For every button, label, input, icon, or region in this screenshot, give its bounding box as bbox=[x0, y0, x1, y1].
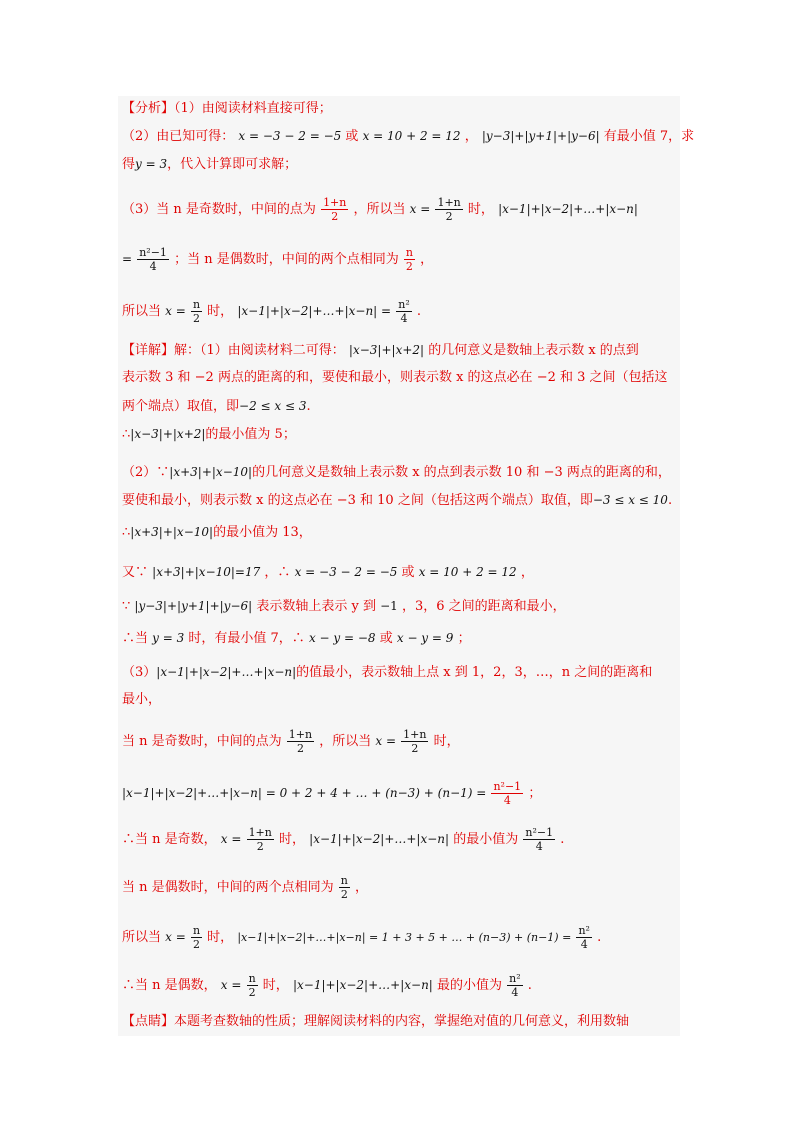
fraction bbox=[491, 780, 523, 807]
text: 得 bbox=[122, 157, 136, 172]
fraction bbox=[401, 728, 428, 755]
math: x = bbox=[165, 304, 186, 318]
comment-line-1 bbox=[122, 1012, 629, 1032]
fraction-num: 1+n bbox=[248, 826, 272, 839]
fraction-den: 4 bbox=[580, 938, 588, 951]
detail-line-6 bbox=[122, 490, 672, 511]
text: . bbox=[597, 930, 602, 945]
text: 的最小值为 13， bbox=[213, 525, 312, 540]
text: 时， bbox=[433, 734, 460, 749]
detail-line-15 bbox=[122, 826, 564, 853]
text: . bbox=[560, 832, 565, 847]
fraction-den: 4 bbox=[503, 794, 511, 807]
fraction-den: 2 bbox=[405, 260, 413, 273]
text: ， bbox=[355, 880, 369, 895]
text: 的最小值为 bbox=[453, 832, 519, 847]
text: （2）由已知可得： bbox=[122, 129, 235, 144]
math: x = bbox=[409, 202, 431, 216]
fraction-num: n²−1 bbox=[139, 246, 167, 259]
analysis-heading-text: 【分析】（1）由阅读材料直接可得； bbox=[122, 101, 332, 116]
fraction bbox=[321, 196, 348, 223]
text: 的几何意义是数轴上表示数 x 的点到表示数 10 和 −3 两点的距离的和， bbox=[252, 465, 671, 480]
text: 或 bbox=[345, 129, 359, 144]
fraction-num: n bbox=[192, 924, 201, 937]
detail-line-2 bbox=[122, 368, 668, 388]
fraction bbox=[435, 196, 462, 223]
fraction-den: 2 bbox=[445, 210, 453, 223]
math: |x−1|+|x−2|+…+|x−n| = 1 + 3 + 5 + … + (n−3) + (n−1) = bbox=[237, 931, 572, 944]
text: ∵ bbox=[122, 599, 131, 614]
analysis-line-3 bbox=[122, 154, 297, 175]
text: ∴当 bbox=[122, 631, 149, 646]
fraction bbox=[404, 246, 415, 273]
fraction-den: 4 bbox=[511, 986, 519, 999]
text: ，代入计算即可求解； bbox=[167, 157, 298, 172]
fraction-den: 2 bbox=[331, 210, 339, 223]
fraction-num: n² bbox=[578, 924, 590, 937]
text: . bbox=[667, 493, 673, 508]
text: 时， bbox=[207, 930, 234, 945]
detail-line-13 bbox=[122, 728, 460, 755]
text: 时， bbox=[262, 978, 289, 993]
math: y = 3 bbox=[152, 631, 185, 645]
text: 最小， bbox=[122, 692, 162, 707]
text: ， bbox=[420, 252, 434, 267]
text: . bbox=[306, 399, 311, 414]
text: ，3，6 之间的距离和最小， bbox=[401, 599, 566, 614]
fraction-den: 2 bbox=[340, 888, 348, 901]
math: |x+3|+|x−10| bbox=[169, 465, 253, 479]
math: x = −3 − 2 = −5 bbox=[238, 129, 342, 143]
text: 有最小值 7，求 bbox=[603, 129, 695, 144]
fraction-den: 4 bbox=[400, 312, 408, 325]
detail-line-18 bbox=[122, 972, 532, 999]
text: 又∵ bbox=[122, 565, 149, 580]
fraction bbox=[339, 874, 350, 901]
math: |x−1|+|x−2|+…+|x−n| bbox=[156, 665, 297, 679]
math: |x−1|+|x−2|+…+|x−n| = bbox=[237, 304, 392, 318]
text: 时， bbox=[279, 832, 306, 847]
fraction-num: n bbox=[248, 972, 256, 985]
text: （2）∵ bbox=[122, 465, 170, 480]
fraction-num: 1+n bbox=[323, 196, 347, 209]
math: x = 10 + 2 = 12 bbox=[362, 129, 461, 143]
detail-line-14 bbox=[122, 780, 541, 807]
text: ∴当 n 是偶数， bbox=[122, 978, 217, 993]
math: |x+3|+|x−10| bbox=[130, 525, 214, 539]
fraction-num: n bbox=[192, 298, 201, 311]
text: ， bbox=[520, 565, 534, 580]
text: 的几何意义是数轴上表示数 x 的点到 bbox=[428, 343, 639, 358]
math: x = 10 + 2 = 12 bbox=[418, 565, 517, 579]
fraction bbox=[137, 246, 169, 273]
fraction-num: n² bbox=[509, 972, 521, 985]
fraction bbox=[576, 924, 592, 951]
math: |x−1|+|x−2|+…+|x−n| bbox=[309, 832, 450, 846]
fraction-den: 4 bbox=[535, 840, 543, 853]
text: 最的小值为 bbox=[436, 978, 502, 993]
math: x − y = −8 bbox=[308, 631, 376, 645]
fraction-den: 2 bbox=[296, 742, 304, 755]
math: y = 3 bbox=[135, 157, 168, 171]
fraction-den: 2 bbox=[248, 986, 256, 999]
detail-line-17 bbox=[122, 924, 601, 951]
math: |y−3|+|y+1|+|y−6| bbox=[481, 129, 600, 143]
analysis-line-5 bbox=[122, 246, 433, 273]
text: 的值最小，表示数轴上点 x 到 1，2，3，…，n 之间的距离和 bbox=[296, 665, 653, 680]
fraction-num: n²−1 bbox=[525, 826, 554, 839]
text: ，所以当 bbox=[353, 202, 406, 217]
text: . bbox=[416, 304, 422, 319]
text: 时， bbox=[207, 304, 234, 319]
text: （3） bbox=[122, 665, 157, 680]
analysis-line-4 bbox=[122, 196, 638, 223]
analysis-line-6 bbox=[122, 298, 421, 325]
text: ； bbox=[457, 631, 471, 646]
detail-line-12 bbox=[122, 690, 161, 710]
fraction-den: 2 bbox=[256, 840, 264, 853]
math: |y−3|+|y+1|+|y−6| bbox=[134, 599, 253, 613]
text: ，所以当 bbox=[319, 734, 372, 749]
math: |x−3|+|x+2| bbox=[348, 343, 425, 357]
fraction-den: 2 bbox=[411, 742, 419, 755]
text: 两个端点）取值，即 bbox=[122, 399, 240, 414]
text: 当 n 是偶数时，中间的两个点相同为 bbox=[122, 880, 334, 895]
math: −2 ≤ x ≤ 3 bbox=[239, 399, 307, 413]
fraction-num: 1+n bbox=[437, 196, 461, 209]
fraction bbox=[507, 972, 523, 999]
analysis-line-1 bbox=[122, 99, 332, 119]
text: 或 bbox=[401, 565, 415, 580]
text: 所以当 bbox=[122, 930, 162, 945]
fraction-num: n² bbox=[398, 298, 410, 311]
text: 当 n 是奇数时，中间的点为 bbox=[122, 734, 282, 749]
math: x = bbox=[375, 734, 397, 748]
text: ；当 n 是偶数时，中间的两个点相同为 bbox=[174, 252, 399, 267]
detail-line-11 bbox=[122, 662, 652, 683]
text: 所以当 bbox=[122, 304, 162, 319]
fraction bbox=[523, 826, 555, 853]
math: x − y = 9 bbox=[396, 631, 454, 645]
text: 时， bbox=[467, 202, 494, 217]
fraction bbox=[247, 826, 274, 853]
text: ∴ bbox=[122, 427, 131, 442]
math: x = bbox=[220, 832, 242, 846]
math: |x−1|+|x−2|+…+|x−n| bbox=[292, 978, 433, 992]
detail-line-16 bbox=[122, 874, 368, 901]
detail-line-4 bbox=[122, 424, 296, 445]
text: ； bbox=[528, 786, 542, 801]
math: −1 bbox=[380, 599, 398, 613]
text: ∴当 n 是奇数， bbox=[122, 832, 217, 847]
math: = bbox=[122, 252, 133, 266]
detail-line-9 bbox=[122, 596, 566, 617]
text: 【点睛】本题考查数轴的性质；理解阅读材料的内容，掌握绝对值的几何意义，利用数轴 bbox=[122, 1014, 630, 1029]
fraction-den: 4 bbox=[149, 260, 157, 273]
math: |x−1|+|x−2|+…+|x−n| = 0 + 2 + 4 + … + (n−3) + (n−1) = bbox=[122, 786, 487, 800]
math: x = −3 − 2 = −5 bbox=[294, 565, 398, 579]
fraction-num: 1+n bbox=[288, 728, 313, 741]
text: ， bbox=[464, 129, 478, 144]
text: 表示数轴上表示 y 到 bbox=[256, 599, 376, 614]
detail-line-5 bbox=[122, 462, 671, 483]
fraction-den: 2 bbox=[192, 938, 200, 951]
math: |x−3|+|x+2| bbox=[130, 427, 206, 441]
detail-line-8 bbox=[122, 562, 534, 583]
detail-line-3 bbox=[122, 396, 311, 417]
text: 要使和最小，则表示数 x 的这点必在 −3 和 10 之间（包括这两个端点）取值，即 bbox=[122, 493, 593, 508]
text: ∴ bbox=[122, 525, 131, 540]
math: x = bbox=[165, 930, 186, 944]
fraction bbox=[191, 298, 202, 325]
text: 或 bbox=[379, 631, 393, 646]
fraction-num: n²−1 bbox=[493, 780, 522, 793]
detail-line-1 bbox=[122, 340, 639, 361]
text: （3）当 n 是奇数时，中间的点为 bbox=[122, 202, 316, 217]
text: . bbox=[527, 978, 532, 993]
text: 【详解】解：（1）由阅读材料二可得： bbox=[122, 343, 345, 358]
fraction-num: n bbox=[340, 874, 348, 887]
fraction-num: 1+n bbox=[403, 728, 427, 741]
detail-line-10 bbox=[122, 628, 471, 649]
math: x = bbox=[220, 978, 242, 992]
fraction-den: 2 bbox=[192, 312, 200, 325]
math: −3 ≤ x ≤ 10 bbox=[592, 493, 668, 507]
fraction bbox=[191, 924, 202, 951]
analysis-line-2 bbox=[122, 126, 694, 147]
math: |x−1|+|x−2|+…+|x−n| bbox=[498, 202, 638, 216]
text: 表示数 3 和 −2 两点的距离的和，要使和最小，则表示数 x 的这点必在 −2 和 3 之间（包括这 bbox=[122, 370, 668, 385]
text: ，∴ bbox=[264, 565, 291, 580]
detail-line-7 bbox=[122, 522, 312, 543]
fraction bbox=[287, 728, 314, 755]
text: 的最小值为 5； bbox=[205, 427, 296, 442]
fraction bbox=[396, 298, 412, 325]
math: |x+3|+|x−10|=17 bbox=[152, 565, 261, 579]
fraction-num: n bbox=[405, 246, 413, 259]
text: 时，有最小值 7，∴ bbox=[188, 631, 305, 646]
fraction bbox=[247, 972, 258, 999]
